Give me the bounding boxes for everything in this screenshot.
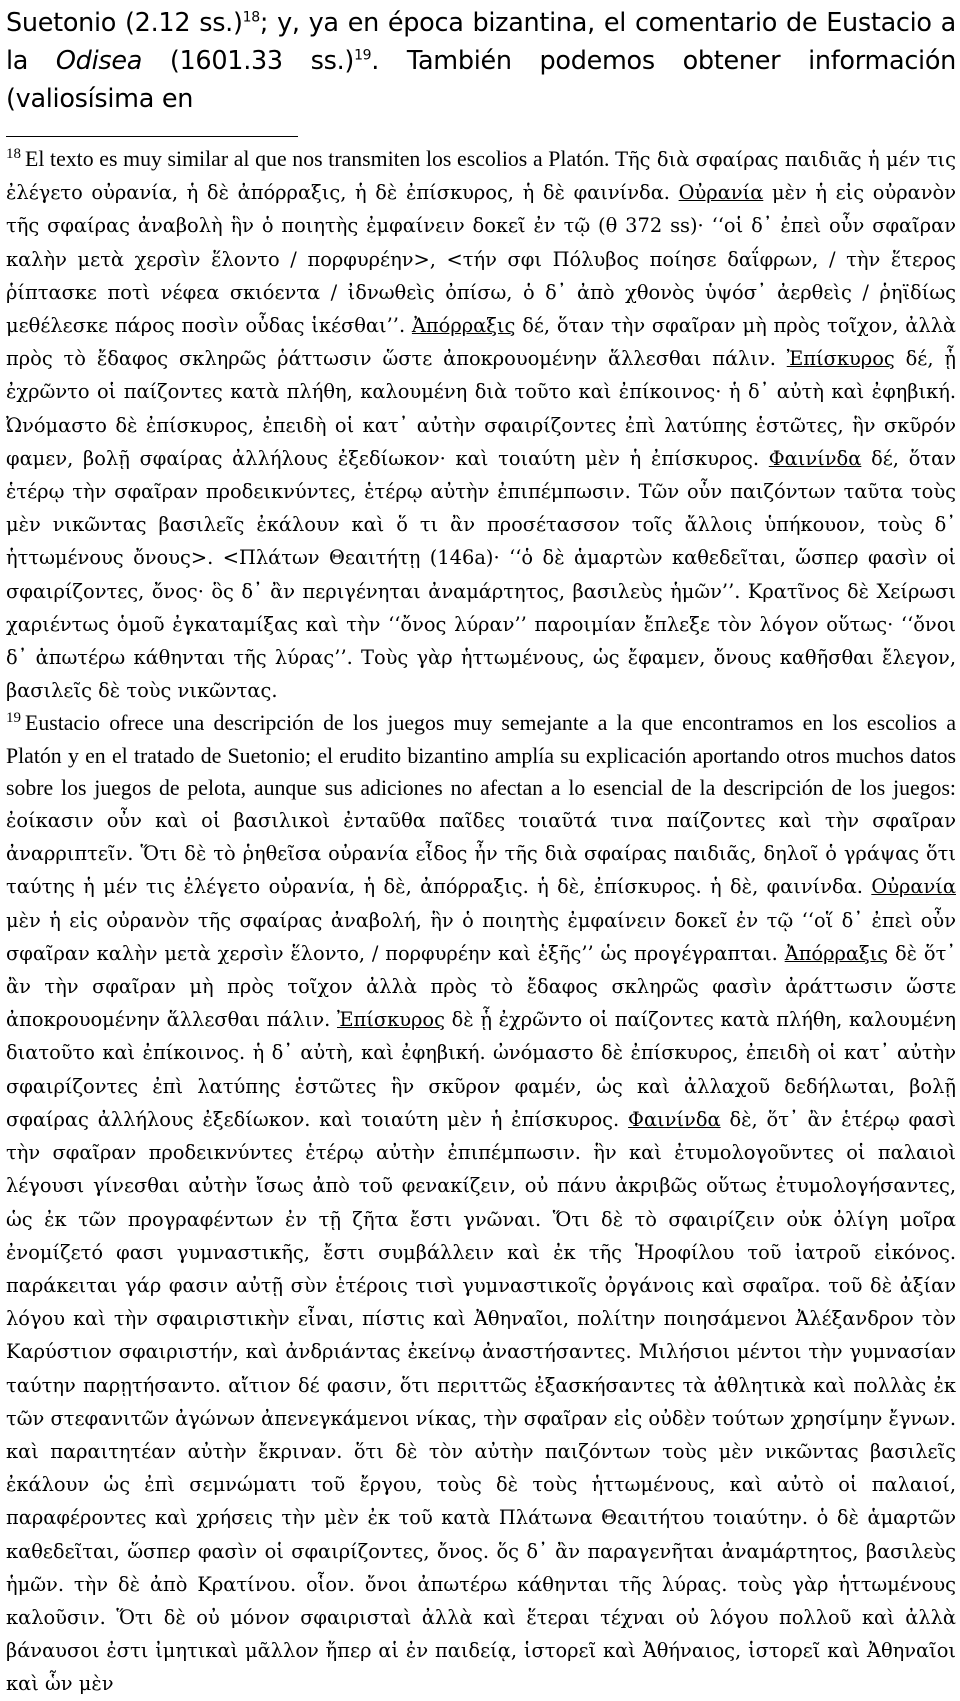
footnote-19 xyxy=(6,707,956,1700)
term-phaininda: Φαινίνδα xyxy=(628,1107,721,1131)
body-text-part4: . También podemos obtener información (valiosísima en xyxy=(6,46,956,114)
footnote-text-latin: El texto es muy similar al que nos transmiten los escolios a Platón. xyxy=(25,147,616,171)
footnote-text-greek: δέ, ὅταν τὴν σφαῖραν μὴ πρὸς τοῖχον, ἀλλὰ πρὸς τὸ ἔδαφος σκληρῶς ῥάττωσιν ὥστε ἀποκρουομένην ἅλλεσθαι πάλιν. xyxy=(6,314,956,371)
footnote-separator xyxy=(6,136,298,137)
footnote-text-greek: δὲ, ὅτ᾽ ἂν ἑτέρῳ φασὶ τὴν σφαῖραν προδεικνύντες ἑτέρῳ αὐτὴν ἐπιπέμπωσιν. ἣν καὶ ἐτυμολογοῦντες οἱ παλαιοὶ λέγουσι γίνεσθαι αὐτὴν ἴσως ἀπὸ τοῦ φενακίζειν, οὐ πάνυ ἀκριβῶς οὕτως ἐτυμολογήσαντες, ὡς ἐκ τῶν προγραφέντων ἐν τῇ ζῆτα ἔστι γνῶναι. Ὅτι δὲ τὸ σφαιρίζειν οὐκ ὀλίγη μοῖρα ἐνομίζετό φασι γυμναστικῆς, ἔστι συμβάλλειν καὶ ἐκ τῆς Ἡροφίλου τοῦ ἰατροῦ εἰκόνος. παράκειται γάρ φασιν αὐτῇ σὺν ἑτέροις τισὶ γυμναστικοῖς ὀργάνοις καὶ σφαῖρα. τοῦ δὲ ἀξίαν λόγου καὶ τὴν σφαιριστικὴν εἶναι, πίστις καὶ Ἀθηναῖοι, πολίτην ποιησάμενοι Ἀλέξανδρον τὸν Καρύστιον σφαιριστήν, καὶ ἀνδριάντας ἐκείνῳ ἀναστήσαντες. Μιλήσιοι μέντοι τὴν γυμνασίαν ταύτην παρῃτήσαντο. αἴτιον δέ φασιν, ὅτι περιττῶς ἐξασκήσαντες τὰ ἀθλητικὰ καὶ πολλὰς ἐκ τῶν στεφανιτῶν ἀγώνων ἀπενεγκάμενοι νίκας, τὴν σφαῖραν εἰς οὐδὲν τούτων χρησίμην ἔγνων. καὶ παραιτητέαν αὐτὴν ἔκριναν. ὅτι δὲ τὸν αὐτὴν παιζόντων τοὺς μὲν νικῶντας βασιλεῖς ἐκάλουν ὡς ἐπὶ σεμνώματι τοῦ ἔργου, τοὺς δὲ τοὺς ἡττωμένους, καὶ αὐτὸ οἱ παλαιοί, παραφέροντες καὶ χρήσεις τὴν μὲν ἐκ τοῦ κατὰ Πλάτωνα Θεαιτήτου τοιαύτην. ὁ δὲ ἁμαρτῶν καθεδεῖται, ὥσπερ φασὶν οἱ σφαιρίζοντες, ὄνος. ὅς δ᾽ ἂν παραγενῆται ἀναμάρτητος, βασιλεὺς ἡμῶν. τὴν δὲ ἀπὸ Κρατίνου. οἷον. ὄνοι ἀπωτέρω κάθηνται τῆς λύρας. τοὺς γὰρ ἡττωμένους καλοῦσιν. Ὅτι δὲ οὐ μόνον σφαιρισταὶ ἀλλὰ καὶ ἕτεραι τέχναι οὐ λόγου πολλοῦ καὶ ἀλλὰ βάναυσοι ἐστι ἰμητικαὶ μᾶλλον ἤπερ αἱ ἐν παιδείᾳ, ἱστορεῖ καὶ Ἀθήναιος, ἱστορεῖ καὶ Ἀθηναῖοι καὶ ὧν μὲν xyxy=(6,1107,956,1696)
page xyxy=(6,0,956,1701)
footnote-number: 18 xyxy=(6,145,21,162)
footnote-18 xyxy=(6,143,956,707)
body-text-part1: Suetonio (2.12 ss.) xyxy=(6,8,243,38)
term-ourania: Οὐρανία xyxy=(871,875,956,899)
term-episkyros: Ἐπίσκυρος xyxy=(337,1008,445,1032)
footnote-number: 19 xyxy=(6,710,21,727)
term-ourania: Οὐρανία xyxy=(678,181,764,205)
footnote-text-greek: δὲ ᾗ ἐχρῶντο οἱ παίζοντες κατὰ πλήθη, καλουμένη διατοῦτο καὶ ἐπίκοινος. ἡ δ᾽ αὐτὴ, καὶ ἐφηβική. ὠνόμαστο δὲ ἐπίσκυρος, ἐπειδὴ οἱ κατ᾽ αὐτὴν σφαιρίζοντες ἐπὶ λατύπης ἑστῶτες ἣν σκῦρον φαμέν, ὡς καὶ ἀλλαχοῦ δεδήλωται, βολῇ σφαίρας ἀλλήλους ἐξεδίωκον. καὶ τοιαύτη μὲν ἡ ἐπίσκυρος. xyxy=(6,1008,956,1131)
body-text-part2: ; y, ya en época bizantina, el comentario de Eustacio a la xyxy=(6,8,956,76)
term-aporraxis: Ἀπόρραξις xyxy=(411,314,516,338)
footnote-text-latin: Eustacio ofrece una descripción de los juegos muy semejante a la que encontramos en los escolios a Platón y en el tratado de Suetonio; el erudito bizantino amplía su explicación aportando otros muchos datos sobre los juegos de pelota, aunque sus adiciones no afectan a lo esencial de la descripción de los juegos: xyxy=(6,711,956,800)
footnote-text-greek: μὲν ἡ εἰς οὐρανὸν τῆς σφαίρας ἀναβολὴ ἣν ὁ ποιητὴς ἐμφαίνειν δοκεῖ ἐν τῷ (θ 372 ss)· ‘‘οἱ δ᾽ ἐπεὶ οὖν σφαῖραν καλὴν μετὰ χερσὶν ἕλοντο / πορφυρέην>, <τήν σφι Πόλυβος ποίησε δαΐφρων, / τὴν ἕτερος ῥίπτασκε ποτὶ νέφεα σκιόεντα / ἰδνωθεὶς ὀπίσω, ὁ δ᾽ ἀπὸ χθονὸς ὑψόσ᾽ ἀερθεὶς / ῥηϊδίως μεθέλεσκε πάρος ποσὶν οὖδας ἱκέσθαι’’. xyxy=(6,181,956,338)
term-phaininda: Φαινίνδα xyxy=(768,446,862,470)
footnote-ref-18[interactable]: 18 xyxy=(242,9,260,26)
body-text-part3: (1601.33 ss.) xyxy=(142,46,355,76)
footnote-text-greek: μὲν ἡ εἰς οὐρανὸν τῆς σφαίρας ἀναβολή, ἣν ὁ ποιητὴς ἐμφαίνειν δοκεῖ ἐν τῷ ‘‘οἵ δ᾽ ἐπεὶ οὖν σφαῖραν καλὴν μετὰ χερσὶν ἕλοντο, / πορφυρέην καὶ ἑξῆς’’ ὡς προγέγραπται. xyxy=(6,908,956,965)
footnote-text-greek: δέ, ᾗ ἐχρῶντο οἱ παίζοντες κατὰ πλήθη, καλουμένη διὰ τοῦτο καὶ ἐπίκοινος· ἡ δ᾽ αὐτὴ καὶ ἐφηβική. Ὠνόμαστο δὲ ἐπίσκυρος, ἐπειδὴ οἱ κατ᾽ αὐτὴν σφαιρίζοντες ἐπὶ λατύπης ἑστῶτες, ἣν σκῦρόν φαμεν, βολῇ σφαίρας ἀλλήλους ἐξεδίωκον· καὶ τοιαύτη μὲν ἡ ἐπίσκυρος. xyxy=(6,347,956,470)
footnote-text-greek: Τῆς διὰ σφαίρας παιδιᾶς ἡ μέν τις ἐλέγετο οὐρανία, ἡ δὲ ἀπόρραξις, ἡ δὲ ἐπίσκυρος, ἡ δὲ φαινίνδα. xyxy=(6,148,957,205)
title-odisea: Odisea xyxy=(55,46,143,76)
term-aporraxis: Ἀπόρραξις xyxy=(784,941,889,965)
term-episkyros: Ἐπίσκυρος xyxy=(786,347,895,371)
footnote-ref-19[interactable]: 19 xyxy=(354,47,372,64)
footnote-text-greek: δὲ ὅτ᾽ ἂν τὴν σφαῖραν μὴ πρὸς τοῖχον ἀλλὰ πρὸς τὸ ἔδαφος σκληρῶς φασὶν ἀράττωσιν ὥστε ἀποκρουομένην ἅλλεσθαι πάλιν. xyxy=(6,941,956,1032)
body-paragraph xyxy=(6,0,956,118)
footnote-text-greek: ἐοίκασιν οὖν καὶ οἱ βασιλικοὶ ἐνταῦθα παῖδες τοιαῦτά τινα παίζοντες καὶ τὴν σφαῖραν ἀναρριπτεῖν. Ὅτι δὲ τὸ ῥηθεῖσα οὐρανία εἶδος ἦν τῆς διὰ σφαίρας παιδιᾶς, δηλοῖ ὁ γράψας ὅτι ταύτης ἡ μέν τις ἐλέγετο οὐρανία, ἡ δὲ, ἀπόρραξις. ἡ δὲ, ἐπίσκυρος. ἡ δὲ, φαινίνδα. xyxy=(6,809,956,899)
footnote-text-greek: δέ, ὅταν ἑτέρῳ τὴν σφαῖραν προδεικνύντες, ἑτέρῳ αὐτὴν ἐπιπέμπωσιν. Τῶν οὖν παιζόντων ταῦτα τοὺς μὲν νικῶντας βασιλεῖς ἐκάλουν καὶ ὅ τι ἂν προσέτασσον τοῖς ἄλλοις ὑπήκουον, τοὺς δ᾽ ἡττωμένους ὄνους>. <Πλάτων Θεαιτήτῃ (146a)· ‘‘ὁ δὲ ἁμαρτὼν καθεδεῖται, ὥσπερ φασὶν οἱ σφαιρίζοντες, ὄνος· ὃς δ᾽ ἂν περιγένηται ἀναμάρτητος, βασιλεὺς ἡμῶν’’. Κρατῖνος δὲ Χείρωσι χαριέντως ὁμοῦ ἐγκαταμίξας καὶ τὴν ‘‘ὄνος λύραν’’ παροιμίαν ἔπλεξε τὸν λόγον οὕτως· ‘‘ὄνοι δ᾽ ἀπωτέρω κάθηνται τῆς λύρας’’. Τοὺς γὰρ ἡττωμένους, ὡς ἔφαμεν, ὄνους καθῆσθαι ἔλεγον, βασιλεῖς δὲ τοὺς νικῶντας. xyxy=(6,446,956,703)
